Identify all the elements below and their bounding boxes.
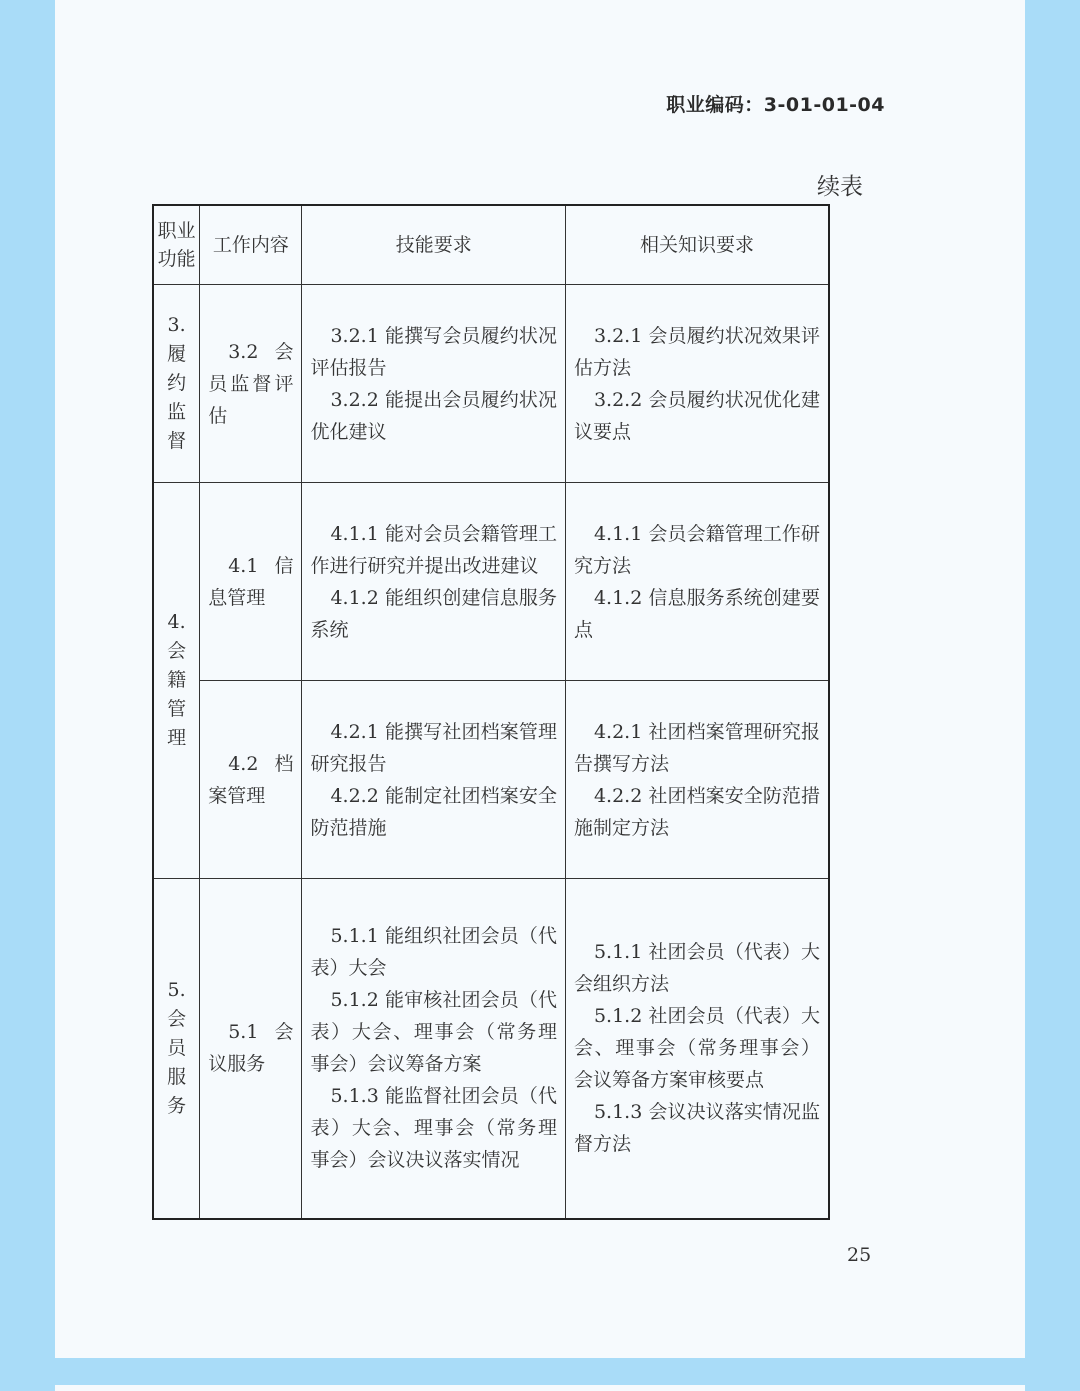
skill-standard-table [152,204,830,1220]
table-header-row [153,205,829,285]
function-char: 4. [167,611,186,633]
list-item: 4.1.2 信息服务系统创建要点 [573,586,820,641]
function-char: 籍 [167,669,187,691]
list-item: 4.2.1 社团档案管理研究报告撰写方法 [573,720,820,775]
list-item: 5.1.1 社团会员（代表）大会组织方法 [573,941,820,996]
function-cell [153,285,200,483]
list-item: 5.1.3 会议决议落实情况监督方法 [573,1101,820,1156]
header-skills: 技能要求 [302,205,566,285]
list-item: 3.2.1 能撰写会员履约状况评估报告 [310,324,557,379]
table-row [153,483,829,681]
function-char: 5. [167,978,186,1001]
function-char: 履 [167,343,187,365]
knowledge-cell [565,483,829,681]
list-item: 3.2.2 会员履约状况优化建议要点 [573,388,820,443]
function-cell [153,879,200,1219]
next-page-edge [55,1385,1025,1391]
function-char: 管 [167,698,187,720]
list-item: 4.2.1 能撰写社团档案管理研究报告 [310,720,557,775]
list-item: 4.2.2 社团档案安全防范措施制定方法 [573,784,820,839]
list-item: 3.2.1 会员履约状况效果评估方法 [573,324,820,379]
skills-cell [302,285,566,483]
list-item: 3.2.2 能提出会员履约状况优化建议 [310,388,557,443]
list-item: 5.1.2 社团会员（代表）大会、理事会（常务理事会）会议筹备方案审核要点 [573,1005,820,1092]
function-char: 理 [167,727,187,749]
list-item: 4.1.2 能组织创建信息服务系统 [310,586,557,641]
content-cell: 3.2 会员监督评估 [200,285,302,483]
list-item: 5.1.3 能监督社团会员（代表）大会、理事会（常务理事会）会议决议落实情况 [310,1085,557,1172]
content-cell: 4.2 档案管理 [200,681,302,879]
function-char: 约 [167,372,187,394]
function-char: 会 [167,1007,187,1030]
function-char: 督 [167,430,187,452]
occupation-code: 职业编码：3-01-01-04 [666,94,885,116]
knowledge-cell [565,681,829,879]
skills-cell [302,879,566,1219]
skills-cell [302,483,566,681]
function-char: 会 [167,640,187,662]
content-cell: 4.1 信息管理 [200,483,302,681]
list-item: 4.1.1 能对会员会籍管理工作进行研究并提出改进建议 [310,522,557,577]
header-content: 工作内容 [200,205,302,285]
list-item: 5.1.1 能组织社团会员（代表）大会 [310,925,557,980]
header-function: 职业 功能 [153,205,200,285]
continued-label: 续表 [817,174,863,200]
table-row [153,681,829,879]
knowledge-cell [565,879,829,1219]
page-number: 25 [847,1244,872,1266]
content-cell: 5.1 会议服务 [200,879,302,1219]
table-row [153,879,829,1219]
list-item: 5.1.2 能审核社团会员（代表）大会、理事会（常务理事会）会议筹备方案 [310,989,557,1076]
knowledge-cell [565,285,829,483]
header-knowledge: 相关知识要求 [565,205,829,285]
function-char: 3. [167,314,186,336]
list-item: 4.2.2 能制定社团档案安全防范措施 [310,784,557,839]
skills-cell [302,681,566,879]
function-char: 员 [167,1036,187,1059]
function-char: 服 [167,1065,187,1088]
function-char: 务 [167,1094,187,1117]
function-cell [153,483,200,879]
list-item: 4.1.1 会员会籍管理工作研究方法 [573,522,820,577]
function-char: 监 [167,401,187,423]
table-row [153,285,829,483]
